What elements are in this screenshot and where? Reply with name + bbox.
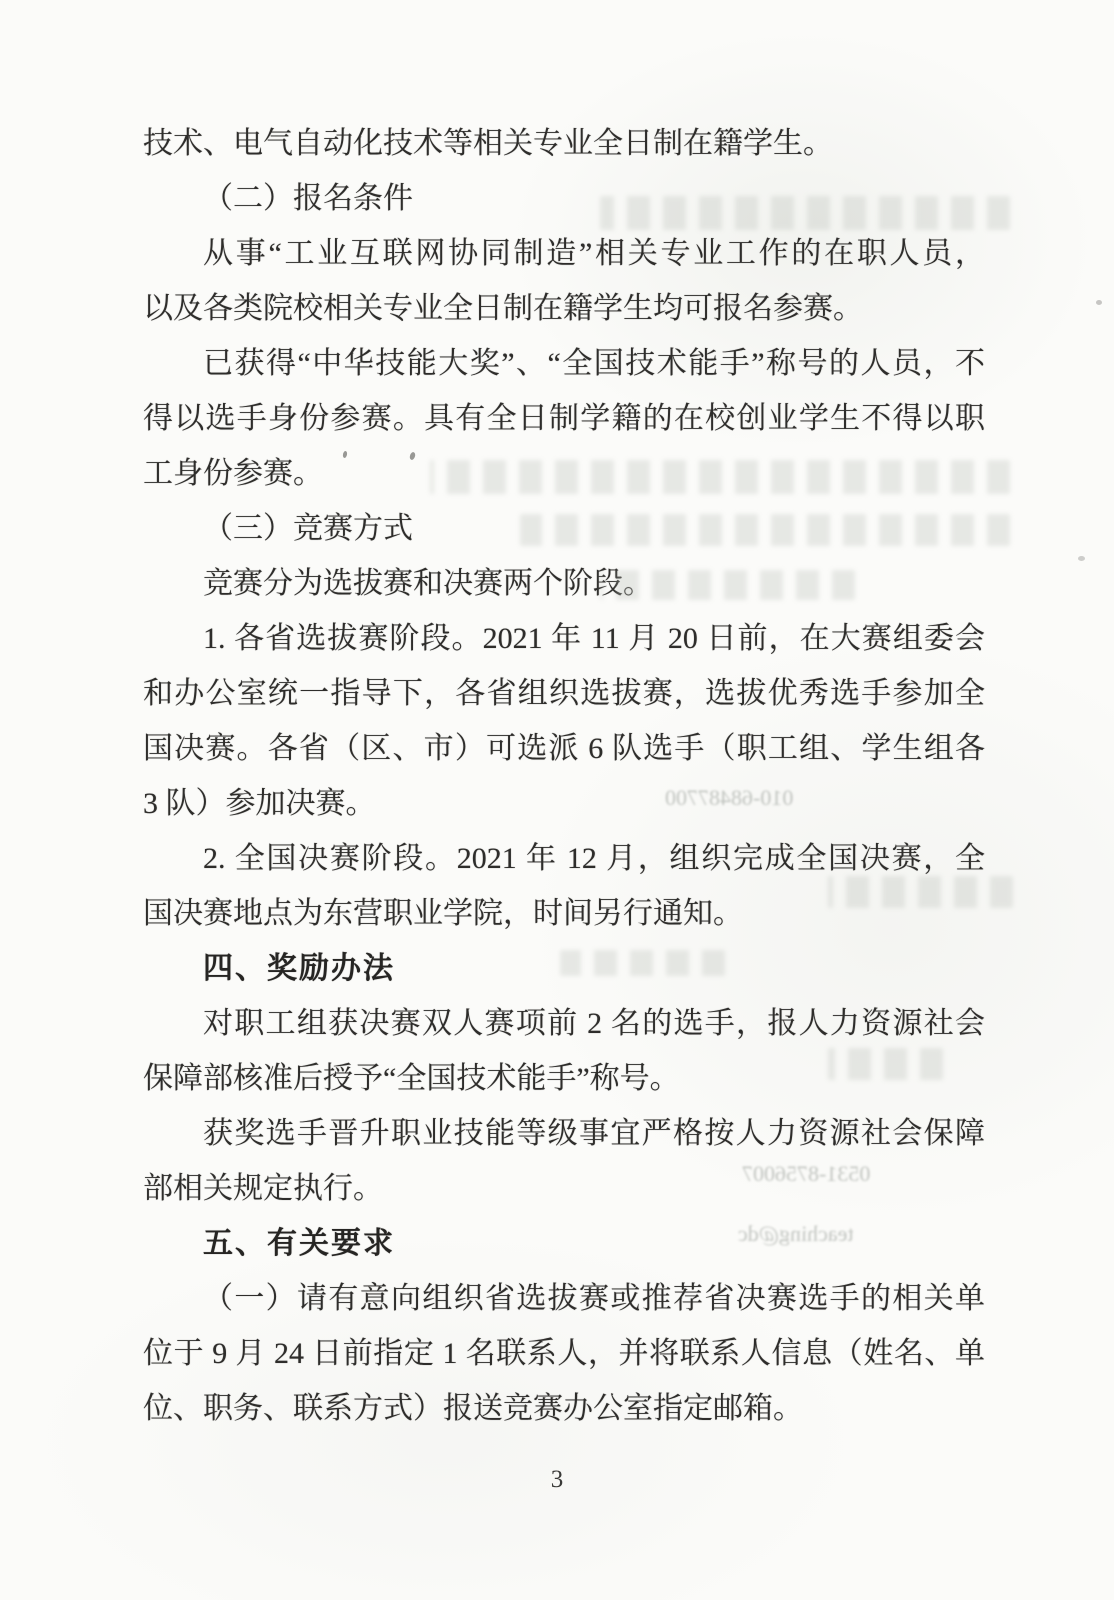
- text-line: 竞赛分为选拔赛和决赛两个阶段。: [203, 567, 653, 600]
- text-line: 对职工组获决赛双人赛项前 2 名的选手，报人力资源社会: [203, 1007, 985, 1040]
- page-number: 3: [550, 1466, 564, 1493]
- bleedthrough-smudge: [828, 1048, 943, 1080]
- bleedthrough-phone-number: 0531-8756007: [742, 1161, 871, 1186]
- text-line: 和办公室统一指导下，各省组织选拔赛，选拔优秀选手参加全: [143, 677, 985, 710]
- text-line: （一）请有意向组织省选拔赛或推荐省决赛选手的相关单: [203, 1282, 985, 1315]
- text-line: 获奖选手晋升职业技能等级事宜严格按人力资源社会保障: [203, 1117, 985, 1150]
- subheading-registration-conditions: （二）报名条件: [203, 182, 413, 215]
- text-line: 得以选手身份参赛。具有全日制学籍的在校创业学生不得以职: [143, 402, 985, 435]
- bleedthrough-phone-number: 010-68487700: [665, 785, 794, 810]
- bleedthrough-smudge: [520, 514, 1010, 546]
- bleedthrough-smudge: [828, 876, 1013, 908]
- section-heading-requirements: 五、有关要求: [203, 1227, 395, 1260]
- text-line: 国决赛。各省（区、市）可选派 6 队选手（职工组、学生组各: [143, 732, 985, 765]
- scan-speck: [1078, 556, 1085, 561]
- document-body: [143, 116, 985, 1436]
- bleedthrough-smudge: [430, 460, 1010, 494]
- bleedthrough-smudge: [560, 950, 725, 976]
- text-line: 工身份参赛。: [143, 457, 323, 490]
- section-heading-rewards: 四、奖励办法: [203, 952, 395, 985]
- bleedthrough-email: teaching@dc: [738, 1221, 854, 1246]
- scan-speck: [1096, 300, 1102, 305]
- text-line: 国决赛地点为东营职业学院，时间另行通知。: [143, 897, 743, 930]
- text-line: 2. 全国决赛阶段。2021 年 12 月，组织完成全国决赛，全: [203, 842, 985, 875]
- text-line: 技术、电气自动化技术等相关专业全日制在籍学生。: [143, 127, 833, 160]
- text-line: 位于 9 月 24 日前指定 1 名联系人，并将联系人信息（姓名、单: [143, 1337, 985, 1370]
- text-line: 1. 各省选拔赛阶段。2021 年 11 月 20 日前，在大赛组委会: [203, 622, 985, 655]
- text-line: 3 队）参加决赛。: [143, 787, 376, 820]
- bleedthrough-smudge: [600, 570, 855, 600]
- text-line: 保障部核准后授予“全国技术能手”称号。: [143, 1062, 680, 1095]
- text-line: 以及各类院校相关专业全日制在籍学生均可报名参赛。: [143, 292, 863, 325]
- text-line: 已获得“中华技能大奖”、“全国技术能手”称号的人员，不: [203, 347, 985, 380]
- bleedthrough-smudge: [600, 196, 1010, 230]
- subheading-competition-format: （三）竞赛方式: [203, 512, 413, 545]
- text-line: 从事“工业互联网协同制造”相关专业工作的在职人员，: [203, 237, 985, 270]
- text-line: 位、职务、联系方式）报送竞赛办公室指定邮箱。: [143, 1392, 803, 1425]
- text-line: 部相关规定执行。: [143, 1172, 383, 1205]
